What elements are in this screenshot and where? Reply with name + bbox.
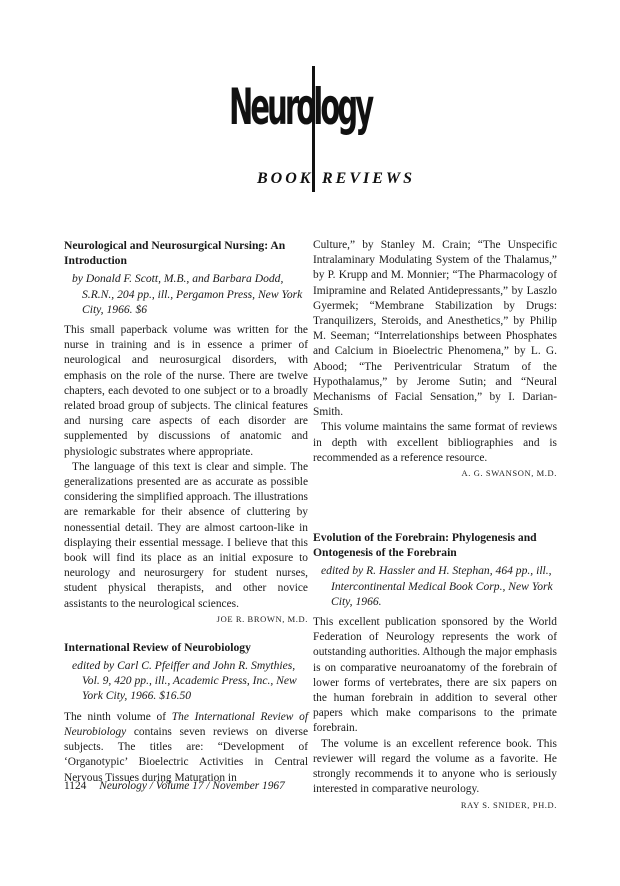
review-paragraph-continued: Culture,” by Stanley M. Crain; “The Unspecific Intralaminary Modulating System of the Thalamus,” by P. Krupp and M. Monnier; “The Pharmacology of Imipramine and Related Antidepressants,” by Laszlo Gyermek; “Membrane Stabilization by Drugs: Tranquilizers, Steroids, and Anesthetics,” by Philip M. Seeman; “Interrelationships between Phosphates and Calcium in Bioelectric Phenomena,” by L. G. Abood; “The Periventricular Stratum of the Hypothalamus,” by Jerome Sutin; and “Neural Mechanisms of Facial Sensation,” by I. Darian-Smith. xyxy=(313,239,557,419)
neurology-logo: Neurology xyxy=(229,78,372,136)
review-paragraph: The language of this text is clear and simple. The generalizations presented are as accurate as possible considering the simplified approach. The illustrations are remarkable for their absence of cluttering by nonessential detail. They are almost cartoon-like in displaying their essential message. I believe that this book will find its place as an initial exposure to neurology and neurosurgery for student nurses, student physical therapists, and other novice assistants to the neurological sciences. xyxy=(64,460,308,610)
review-paragraph xyxy=(64,710,308,786)
journal-running-foot: Neurology / Volume 17 / November 1967 xyxy=(99,780,285,792)
review-citation: by Donald F. Scott, M.B., and Barbara Dodd, S.R.N., 204 pp., ill., Pergamon Press, New York City, 1966. $6 xyxy=(72,272,303,316)
review-title: Neurological and Neurosurgical Nursing: An Introduction xyxy=(64,239,286,268)
masthead xyxy=(0,0,620,215)
paragraph-text: contains seven reviews on diverse subjects. The titles are: “Development of ‘Organotypic’ Bioelectric Activities in Central Nervous Tissues during Maturation in xyxy=(64,725,308,784)
page-footer xyxy=(64,780,285,792)
review-paragraph: This excellent publication sponsored by the World Federation of Neurology represents the work of outstanding authorities. Although the major emphasis is on comparative neuroanatomy of the forebrain of lower forms of vertebrates, there are six papers on the human forebrain in addition to several other papers which make comparisons to the primate forebrain. xyxy=(313,616,557,735)
review-paragraph: This small paperback volume was written for the nurse in training and is in essence a primer of neurological and neurosurgical disorders, with emphasis on the role of the nurse. There are twelve chapters, each devoted to one subject or to a broadly related broad group of subjects. The clinical features and nursing care aspects of each disorder are supplemented by discussions of anatomic and physiologic substrates where appropriate. xyxy=(64,324,308,458)
review-neurological-nursing xyxy=(64,238,308,626)
review-paragraph: The volume is an excellent reference book. This reviewer will regard the volume as a favorite. He strongly recommends it to anyone who is seriously interested in comparative neurology. xyxy=(313,737,557,796)
reviewer-signature: RAY S. SNIDER, PH.D. xyxy=(460,799,557,810)
review-title: Evolution of the Forebrain: Phylogenesis and Ontogenesis of the Forebrain xyxy=(313,531,537,560)
journal-title: The International Review of Neurobiology xyxy=(64,710,308,738)
review-title: International Review of Neurobiology xyxy=(64,640,251,654)
section-label-reviews: REVIEWS xyxy=(322,170,416,187)
page-number: 1124 xyxy=(64,780,87,792)
paragraph-lead: The ninth volume of xyxy=(64,710,172,723)
section-label-book: BOOK xyxy=(257,170,314,187)
right-column xyxy=(313,238,557,812)
review-citation: edited by Carl C. Pfeiffer and John R. Smythies, Vol. 9, 420 pp., ill., Academic Press, Inc., New York City, 1966. $16.50 xyxy=(72,659,297,703)
review-forebrain xyxy=(313,530,557,811)
review-neurobiology xyxy=(64,640,308,786)
review-paragraph: This volume maintains the same format of reviews in depth with excellent bibliographies and is recommended as a reference resource. xyxy=(313,421,557,464)
reviewer-signature: A. G. SWANSON, M.D. xyxy=(461,468,557,479)
review-citation: edited by R. Hassler and H. Stephan, 464 pp., ill., Intercontinental Medical Book Corp., New York City, 1966. xyxy=(321,564,553,608)
reviewer-signature: JOE R. BROWN, M.D. xyxy=(216,613,308,624)
left-column xyxy=(64,238,308,786)
